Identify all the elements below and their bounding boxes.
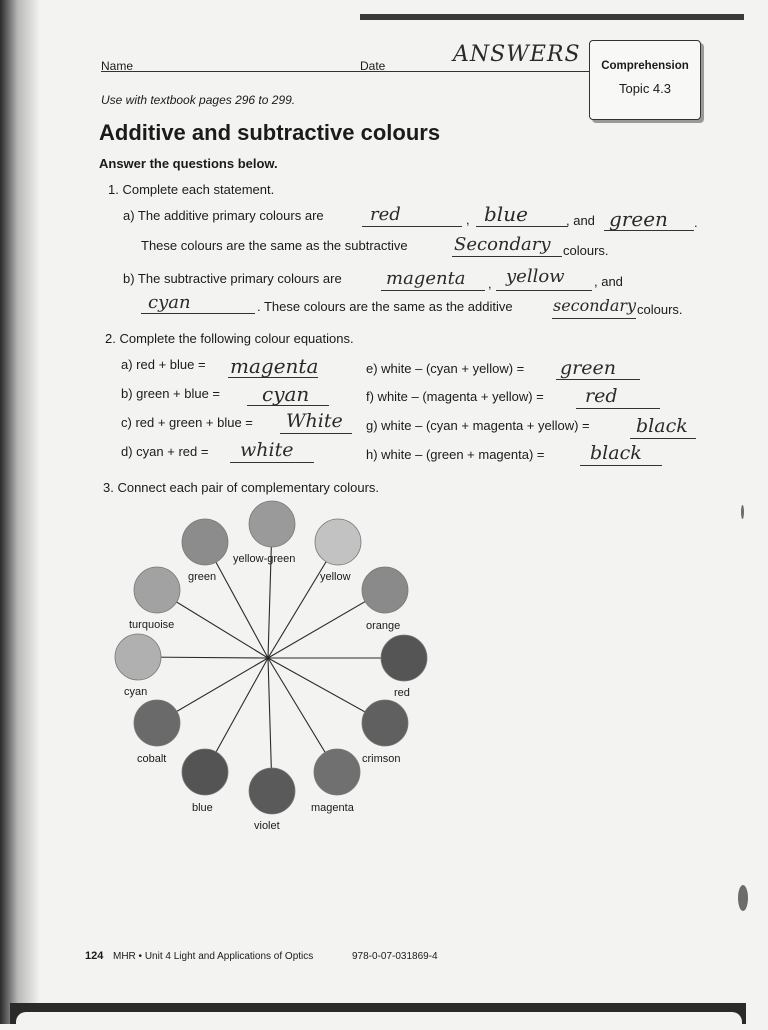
colour-circle-red: [381, 635, 427, 681]
wheel-label-green: green: [188, 571, 217, 583]
q1b-line2-mid: . These colours are the same as the additive: [257, 299, 513, 314]
q1a-answer-1: red: [370, 204, 401, 225]
comma: ,: [466, 212, 470, 227]
colour-circle-blue: [182, 749, 228, 795]
wheel-label-yellow: yellow: [320, 571, 351, 583]
q1a-prefix: a) The additive primary colours are: [123, 208, 324, 223]
q1b-prefix: b) The subtractive primary colours are: [123, 271, 342, 286]
q2-left-a: cyan: [262, 382, 310, 406]
and-text: , and: [594, 274, 623, 289]
colour-circle-cyan: [115, 634, 161, 680]
q1a-line2-prefix: These colours are the same as the subtractive: [141, 238, 408, 253]
name-label: Name: [101, 59, 134, 73]
answers-handwriting: ANSWERS: [453, 42, 581, 67]
page-title: Additive and subtractive colours: [99, 120, 441, 145]
comma: ,: [488, 276, 492, 291]
q1-label: 1. Complete each statement.: [108, 182, 275, 197]
colour-circle-crimson: [362, 700, 408, 746]
wheel-label-orange: orange: [366, 620, 401, 632]
q2-right-a: red: [585, 385, 618, 407]
q1a-answer-3: green: [609, 207, 668, 231]
q3-label: 3. Connect each pair of complementary colours.: [103, 480, 380, 495]
colour-circle-violet: [249, 768, 295, 814]
instruction: Use with textbook pages 296 to 299.: [101, 93, 296, 107]
q2-left-a: white: [240, 439, 294, 461]
q1b-answer-1: magenta: [386, 268, 466, 289]
date-label: Date: [360, 59, 386, 73]
colour-circle-turquoise: [134, 567, 180, 613]
topic-box-topic: Topic 4.3: [618, 81, 672, 96]
subtitle: Answer the questions below.: [99, 156, 278, 171]
q2-left-q: a) red + blue =: [121, 357, 206, 372]
q1b-answer-2: yellow: [506, 266, 565, 287]
q1a-answer-4: Secondary: [454, 234, 551, 255]
q2-left-q: c) red + green + blue =: [121, 415, 253, 430]
wheel-label-magenta: magenta: [311, 802, 354, 814]
q1a-line2-suffix: colours.: [563, 243, 609, 258]
topic-box-title: Comprehension: [601, 60, 689, 72]
colour-circle-green: [182, 519, 228, 565]
q2-right-a: black: [636, 415, 688, 437]
q1b-answer-4: secondary: [553, 296, 637, 315]
q2-right-q: f) white – (magenta + yellow) =: [366, 389, 544, 404]
wheel-label-yellow-green: yellow-green: [233, 553, 296, 565]
q2-right-q: e) white – (cyan + yellow) =: [366, 361, 525, 376]
colour-circle-yellow: [315, 519, 361, 565]
wheel-label-turquoise: turquoise: [129, 619, 175, 631]
colour-circle-cobalt: [134, 700, 180, 746]
q2-label: 2. Complete the following colour equations.: [105, 331, 354, 346]
q1b-line2-suffix: colours.: [637, 302, 683, 317]
colour-circle-yellow-green: [249, 501, 295, 547]
wheel-label-crimson: crimson: [362, 753, 401, 765]
wheel-label-blue: blue: [192, 802, 213, 814]
footer-text: MHR • Unit 4 Light and Applications of Optics: [113, 951, 314, 962]
wheel-label-cyan: cyan: [124, 686, 148, 698]
q1b-answer-3: cyan: [148, 292, 191, 313]
page-number: 124: [85, 950, 104, 962]
q2-left-q: b) green + blue =: [121, 386, 221, 401]
period: .: [694, 215, 698, 230]
q2-left-a: White: [286, 410, 343, 432]
wheel-label-red: red: [394, 687, 410, 699]
q2-left-q: d) cyan + red =: [121, 444, 209, 459]
q2-right-q: h) white – (green + magenta) =: [366, 447, 545, 462]
colour-circle-orange: [362, 567, 408, 613]
and-text: , and: [566, 213, 595, 228]
footer-isbn: 978-0-07-031869-4: [352, 951, 438, 962]
q1a-answer-2: blue: [484, 202, 528, 226]
q2-left-a: magenta: [230, 354, 319, 378]
q2-right-a: green: [560, 357, 616, 379]
q2-right-q: g) white – (cyan + magenta + yellow) =: [366, 418, 590, 433]
wheel-label-violet: violet: [254, 820, 280, 832]
wheel-label-cobalt: cobalt: [137, 753, 167, 765]
q2-right-a: black: [590, 442, 642, 464]
colour-circle-magenta: [314, 749, 360, 795]
